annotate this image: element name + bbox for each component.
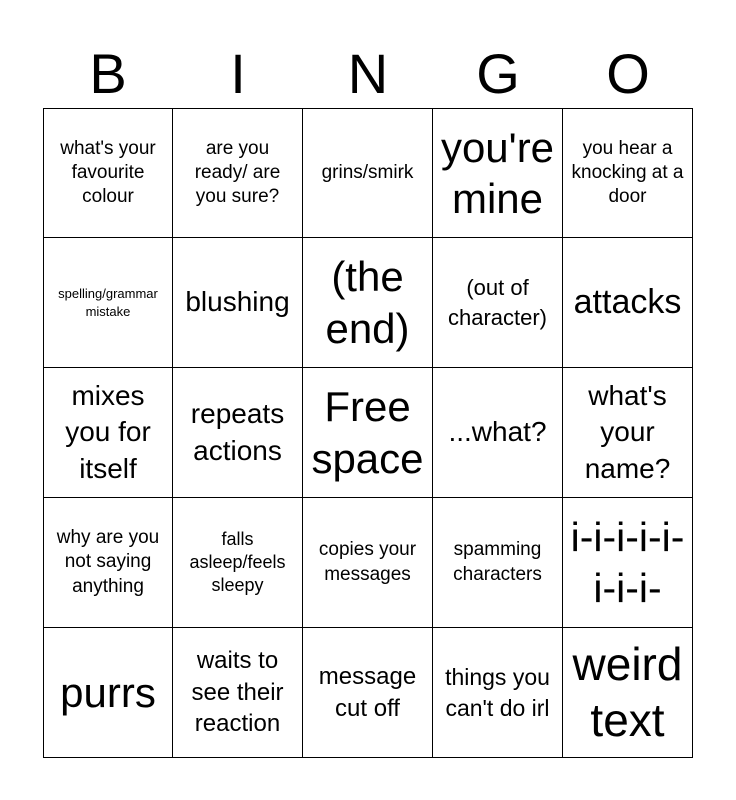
bingo-cell[interactable]: spamming characters — [433, 498, 563, 628]
bingo-cell[interactable]: (the end) — [303, 238, 433, 368]
bingo-cell[interactable]: falls asleep/feels sleepy — [173, 498, 303, 628]
bingo-cell[interactable]: spelling/grammar mistake — [43, 238, 173, 368]
bingo-cell[interactable]: weird text — [563, 628, 693, 758]
bingo-cell[interactable]: what's your favourite colour — [43, 108, 173, 238]
bingo-cell[interactable]: you hear a knocking at a door — [563, 108, 693, 238]
free-space-cell[interactable]: Free space — [303, 368, 433, 498]
bingo-cell[interactable]: you're mine — [433, 108, 563, 238]
bingo-cell[interactable]: attacks — [563, 238, 693, 368]
bingo-cell[interactable]: mixes you for itself — [43, 368, 173, 498]
header-letter-n: N — [347, 42, 389, 105]
header-letter-b: B — [89, 42, 127, 105]
bingo-cell[interactable]: things you can't do irl — [433, 628, 563, 758]
bingo-cell[interactable]: message cut off — [303, 628, 433, 758]
bingo-cell[interactable]: blushing — [173, 238, 303, 368]
bingo-cell[interactable]: ...what? — [433, 368, 563, 498]
header-letter-g: G — [476, 42, 520, 105]
bingo-cell[interactable]: what's your name? — [563, 368, 693, 498]
bingo-cell[interactable]: waits to see their reaction — [173, 628, 303, 758]
header-letter-i: I — [230, 42, 246, 105]
bingo-header — [43, 40, 693, 108]
bingo-cell[interactable]: grins/smirk — [303, 108, 433, 238]
bingo-board — [43, 108, 693, 758]
bingo-cell[interactable]: why are you not saying anything — [43, 498, 173, 628]
bingo-cell[interactable]: are you ready/ are you sure? — [173, 108, 303, 238]
bingo-cell[interactable]: repeats actions — [173, 368, 303, 498]
bingo-cell[interactable]: i-i-i-i-i-i-i-i- — [563, 498, 693, 628]
bingo-cell[interactable]: (out of character) — [433, 238, 563, 368]
header-letter-o: O — [606, 42, 650, 105]
bingo-cell[interactable]: purrs — [43, 628, 173, 758]
bingo-cell[interactable]: copies your messages — [303, 498, 433, 628]
